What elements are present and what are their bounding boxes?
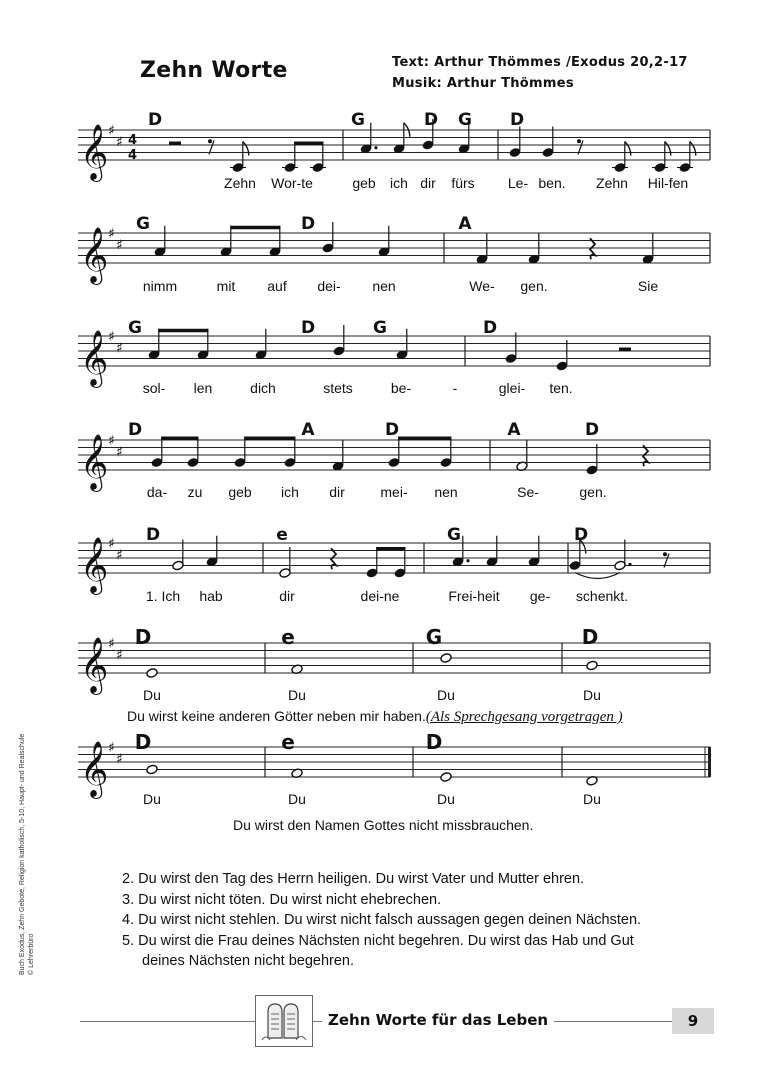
beam (161, 437, 198, 441)
sharp-sign: ♯ (116, 647, 123, 664)
lyric: Du (288, 791, 306, 807)
chord: D (134, 625, 152, 649)
lyric: fürs (451, 175, 475, 191)
verse-list (122, 869, 641, 972)
treble-clef: 𝄞 (80, 330, 109, 386)
note-flag (665, 142, 671, 156)
sharp-sign: ♯ (116, 340, 123, 357)
spoken-line (127, 708, 623, 726)
lyric: geb (352, 175, 376, 191)
chord: e (281, 730, 295, 754)
lyric: ben. (538, 175, 566, 191)
sharp-sign: ♯ (116, 237, 123, 254)
sharp-sign: ♯ (116, 134, 123, 151)
lyric: We- (469, 278, 495, 294)
lyric: ich (281, 484, 299, 500)
lyric: Du (143, 687, 161, 703)
spoken-text: Du wirst keine anderen Götter neben mir haben. (127, 708, 426, 724)
lyric: dir (329, 484, 345, 500)
dot (466, 559, 469, 562)
note-head (146, 764, 158, 775)
verse-line: 2. Du wirst den Tag des Herrn heiligen. Du wirst Vater und Mutter ehren. (122, 871, 585, 887)
chord: D (581, 625, 599, 649)
verse-line: deines Nächsten nicht begehren. (142, 953, 355, 969)
half-rest (619, 348, 631, 352)
final-barline (708, 747, 711, 777)
performance-note: (Als Sprechgesang vorgetragen ) (425, 709, 623, 725)
lyric: nen (372, 278, 396, 294)
sharp-sign: ♯ (116, 751, 123, 768)
lyric: hab (199, 588, 223, 604)
lyric: glei- (498, 380, 526, 396)
beam (244, 437, 295, 441)
eighth-rest-dot (663, 552, 667, 556)
sharp-sign: ♯ (108, 226, 115, 242)
lyric: nen (434, 484, 458, 500)
copyright-source: Buch Exodus, Zehn Gebote, Religion katholisch, 5-10, Haupt- und Realschule (19, 733, 26, 975)
lyric: Du (583, 791, 601, 807)
quarter-rest (331, 548, 336, 569)
lyric: gen. (520, 278, 548, 294)
beam (158, 329, 208, 333)
lyric: sol- (142, 380, 166, 396)
chord: G (373, 318, 387, 338)
chord: G (351, 110, 365, 130)
verse-line: 5. Du wirst die Frau deines Nächsten nicht begehren. Du wirst das Hab und Gut (122, 932, 634, 949)
sharp-sign: ♯ (116, 547, 123, 564)
dot (374, 146, 377, 149)
lyric: dich (250, 380, 276, 396)
quarter-rest (590, 238, 595, 259)
chord: G (128, 318, 142, 338)
dot (628, 563, 631, 566)
lyric: dir (420, 175, 436, 191)
chord: A (301, 420, 315, 440)
lyric: gen. (579, 484, 607, 500)
lyric: Du (437, 791, 455, 807)
lyric: Sie (637, 278, 659, 294)
lyric: auf (267, 278, 287, 294)
chord: D (384, 420, 400, 440)
lyric: - (452, 380, 458, 396)
time-signature-bottom: 4 (128, 148, 138, 163)
chord: D (425, 730, 443, 754)
spoken-line (233, 817, 533, 833)
lyric: Frei-heit (448, 588, 500, 604)
quarter-rest (643, 445, 648, 466)
chord: D (300, 318, 316, 338)
lyric: ten. (549, 380, 573, 396)
chord: G (136, 214, 150, 234)
chord: D (423, 110, 439, 130)
lyric: len (193, 380, 213, 396)
chord: D (300, 214, 316, 234)
beam (230, 226, 280, 230)
spoken-text: Du wirst den Namen Gottes nicht missbrauchen. (233, 817, 534, 833)
lyric: da- (146, 484, 168, 500)
page-number: 9 (672, 1008, 714, 1034)
sharp-sign: ♯ (108, 123, 115, 139)
lyric: 1. Ich (145, 588, 181, 604)
sharp-sign: ♯ (108, 536, 115, 552)
chord: G (425, 625, 443, 649)
lyric: zu (187, 484, 203, 500)
note-head (586, 660, 598, 671)
eighth-rest-dot (208, 139, 212, 143)
treble-clef: 𝄞 (80, 434, 109, 490)
music-credit: Musik: Arthur Thömmes (392, 76, 574, 91)
lyric: dei- (317, 278, 341, 294)
lyric: ich (390, 175, 408, 191)
note-head (440, 653, 452, 664)
treble-clef: 𝄞 (80, 741, 109, 797)
chord: D (147, 110, 163, 130)
lyric: Zehn (224, 175, 256, 191)
chord: D (134, 730, 152, 754)
sharp-sign: ♯ (116, 444, 123, 461)
chord: D (127, 420, 143, 440)
lyric: stets (323, 380, 353, 396)
sharp-sign: ♯ (108, 433, 115, 449)
lyric: be- (390, 380, 412, 396)
chord: D (573, 525, 589, 545)
note-flag (243, 142, 249, 156)
chord: D (145, 525, 161, 545)
chord: e (281, 625, 295, 649)
sharp-sign: ♯ (108, 636, 115, 652)
verse-line: 4. Du wirst nicht stehlen. Du wirst nicht falsch aussagen gegen deinen Nächsten. (122, 912, 642, 928)
chord: G (458, 110, 472, 130)
lyric: nimm (142, 278, 178, 294)
chord: D (509, 110, 525, 130)
song-title: Zehn Worte (140, 58, 288, 83)
footer-title: Zehn Worte für das Leben (322, 1011, 554, 1029)
sharp-sign: ♯ (108, 740, 115, 756)
sharp-sign: ♯ (108, 329, 115, 345)
lyric: Le- (507, 175, 529, 191)
note-flag (625, 142, 631, 156)
lyric: Du (143, 791, 161, 807)
treble-clef: 𝄞 (80, 637, 109, 693)
half-rest (169, 142, 181, 146)
lyric: Wor-te (271, 175, 313, 191)
lyric: Du (583, 687, 601, 703)
lyric: Se- (517, 484, 539, 500)
beam (376, 547, 405, 551)
note-head (146, 668, 158, 679)
copyright-publisher: © Lehrerbüro (28, 933, 35, 975)
time-signature-top: 4 (128, 133, 138, 148)
chord: e (276, 525, 288, 545)
copyright-sidebar (18, 734, 36, 975)
note-flag (690, 142, 696, 156)
lyric: mei- (380, 484, 408, 500)
verse-line: 3. Du wirst nicht töten. Du wirst nicht ehebrechen. (122, 891, 442, 908)
chord: D (584, 420, 600, 440)
lyric: geb (228, 484, 252, 500)
eighth-rest-dot (577, 139, 581, 143)
lyric: dir (279, 588, 295, 604)
note-head (440, 772, 452, 783)
lyric: Hil-fen (647, 175, 689, 191)
lyric: dei-ne (360, 588, 400, 604)
chord: G (447, 525, 461, 545)
lyric: Du (288, 687, 306, 703)
lyric: ge- (529, 588, 551, 604)
beam (294, 142, 323, 146)
treble-clef: 𝄞 (80, 537, 109, 593)
treble-clef: 𝄞 (80, 227, 109, 283)
lyric: Zehn (596, 175, 628, 191)
lyric: mit (216, 278, 236, 294)
chord: A (507, 420, 521, 440)
lyric: Du (437, 687, 455, 703)
chord: D (482, 318, 498, 338)
beam (398, 437, 451, 441)
lyric: schenkt. (575, 588, 629, 604)
text-credit: Text: Arthur Thömmes /Exodus 20,2-17 (392, 55, 688, 70)
stone-tablets-icon (255, 995, 313, 1047)
treble-clef: 𝄞 (80, 124, 109, 180)
chord: A (458, 214, 472, 234)
